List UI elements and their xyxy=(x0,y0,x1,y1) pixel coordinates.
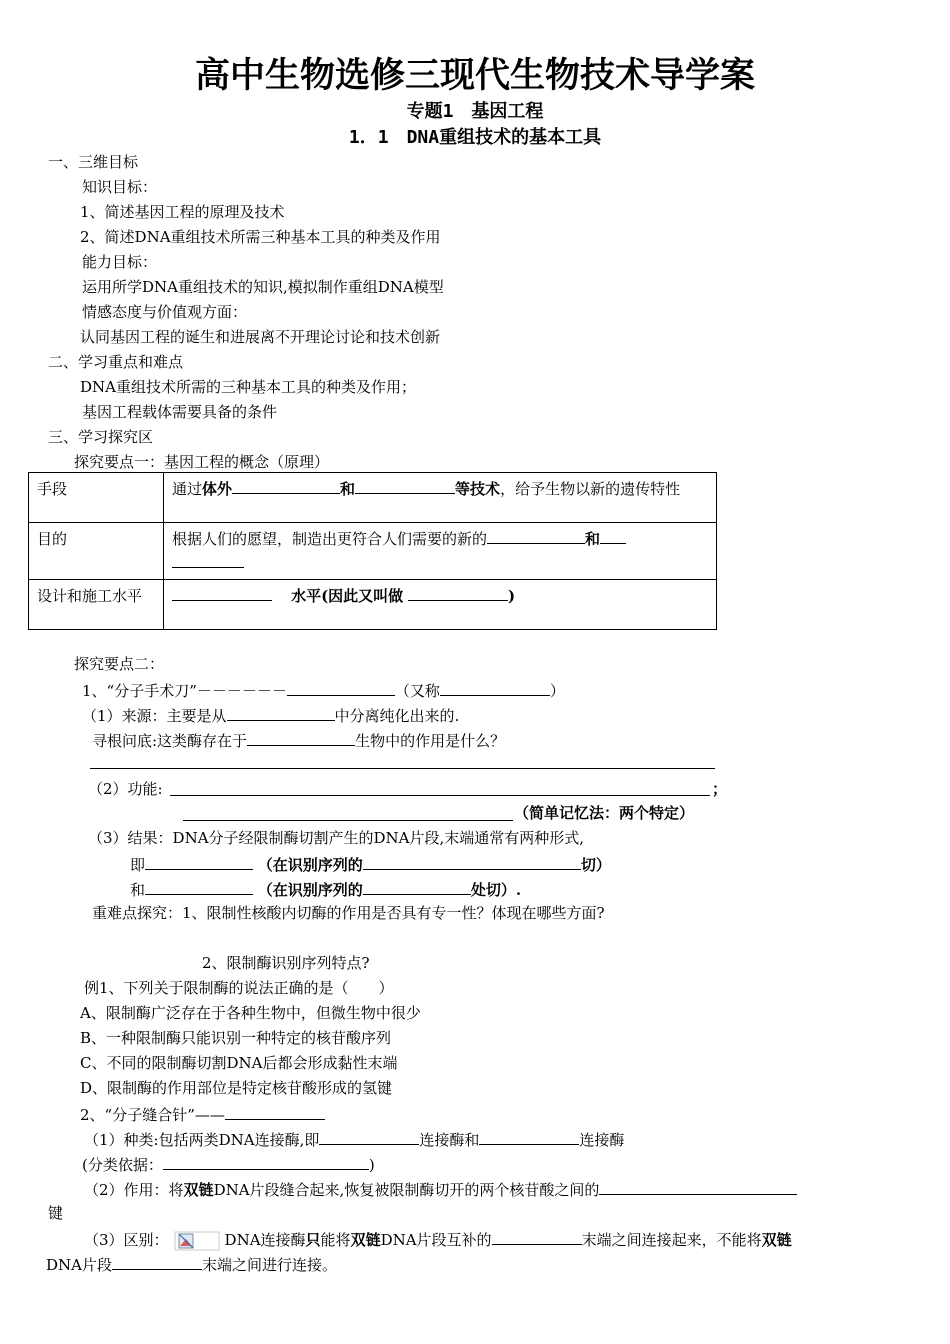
diff-text-d: 能将 xyxy=(320,1231,351,1249)
option-b: B、一种限制酶只能识别一种特定的核苷酸序列 xyxy=(80,1029,392,1047)
blank-purpose-1[interactable] xyxy=(487,527,585,544)
answer-line-function[interactable] xyxy=(170,795,710,796)
section-heading: 1．1 DNA重组技术的基本工具 xyxy=(348,127,602,148)
knowledge-item-1: 1、简述基因工程的原理及技术 xyxy=(80,203,285,221)
row-label-means: 手段 xyxy=(29,473,164,523)
blank-role[interactable] xyxy=(599,1178,797,1195)
blank-means-1[interactable] xyxy=(232,477,340,494)
diff-text-b: DNA连接酶 xyxy=(224,1231,306,1249)
kind-text-a: （1）种类:包括两类DNA连接酶,即 xyxy=(84,1131,320,1149)
blank-result-2[interactable] xyxy=(145,878,253,895)
needle-line xyxy=(80,1103,325,1125)
difference-line-2 xyxy=(46,1253,337,1275)
difficult-question-2: 2、限制酶识别序列特点? xyxy=(202,954,370,972)
ability-label: 能力目标： xyxy=(82,253,158,271)
blank-level-2[interactable] xyxy=(408,584,508,601)
blank-result-1[interactable] xyxy=(145,853,253,870)
diff-text-a: （3）区别： xyxy=(84,1231,169,1249)
blank-purpose-2b[interactable] xyxy=(172,551,244,568)
kind-line xyxy=(84,1128,624,1150)
role-line xyxy=(84,1178,797,1200)
result-line: （3）结果：DNA分子经限制酶切割产生的DNA片段,末端通常有两种形式, xyxy=(88,829,585,847)
row-label-level: 设计和施工水平 xyxy=(29,580,164,630)
concept-table xyxy=(28,472,717,630)
diff-text-c: 只 xyxy=(305,1231,321,1249)
result-ii-b: （在识别序列的 xyxy=(257,881,363,899)
memo-text: （简单记忆法：两个特定） xyxy=(514,804,695,822)
blank-purpose-2a[interactable] xyxy=(600,527,626,544)
answer-line-origin[interactable] xyxy=(90,768,715,769)
option-c: C、不同的限制酶切割DNA后都会形成黏性末端 xyxy=(80,1054,398,1072)
scissors-text: 1、“分子手术刀”－－－－－－ xyxy=(82,682,287,700)
result-type-1 xyxy=(130,853,611,875)
role-text-a: （2）作用：将 xyxy=(84,1181,184,1199)
diff-text-i-b: 末端之间进行连接。 xyxy=(201,1256,337,1274)
emotion-label: 情感态度与价值观方面： xyxy=(82,303,248,321)
blank-result-1-pos[interactable] xyxy=(363,853,581,870)
diff-text-h: 双链 xyxy=(761,1231,792,1249)
blank-diff-2[interactable] xyxy=(112,1253,202,1270)
blank-kind-1[interactable] xyxy=(319,1128,419,1145)
means-text-b: 体外 xyxy=(202,480,233,498)
row-value-means xyxy=(164,473,717,523)
blank-source[interactable] xyxy=(227,704,335,721)
difficult-question-1: 重难点探究：1、限制性核酸内切酶的作用是否具有专一性？体现在哪些方面? xyxy=(92,904,605,922)
source-line xyxy=(82,704,459,726)
kind-text-b: 连接酶和 xyxy=(419,1131,480,1149)
diff-text-g: 末端之间连接起来，不能将 xyxy=(581,1231,762,1249)
diff-text-e: 双链 xyxy=(350,1231,381,1249)
keypoint-1: DNA重组技术所需的三种基本工具的种类及作用； xyxy=(80,378,416,396)
source-text-b: 中分离纯化出来的. xyxy=(334,707,460,725)
emotion-item-1: 认同基因工程的诞生和进展离不开理论讨论和技术创新 xyxy=(80,328,441,346)
needle-text: 2、“分子缝合针”—— xyxy=(80,1106,225,1124)
explore-point-1: 探究要点一：基因工程的概念（原理） xyxy=(74,453,330,471)
keypoints-heading: 二、学习重点和难点 xyxy=(48,353,184,371)
keypoint-2: 基因工程载体需要具备的条件 xyxy=(82,403,278,421)
option-d: D、限制酶的作用部位是特定核苷酸形成的氢键 xyxy=(80,1079,393,1097)
result-ii-c: 处切）. xyxy=(470,881,522,899)
blank-result-2-pos[interactable] xyxy=(363,878,471,895)
role-text-c: DNA片段缝合起来,恢复被限制酶切开的两个核苷酸之间的 xyxy=(213,1181,600,1199)
result-i-b: （在识别序列的 xyxy=(257,856,363,874)
example-question: 例1、下列关于限制酶的说法正确的是（ ） xyxy=(84,979,394,997)
row-value-level xyxy=(164,580,717,630)
topic-heading: 专题1 基因工程 xyxy=(406,101,544,122)
level-text-b: ) xyxy=(507,587,516,605)
blank-scissors-alias[interactable] xyxy=(440,679,550,696)
broken-image-icon xyxy=(169,1231,225,1251)
blank-origin[interactable] xyxy=(247,729,355,746)
source-text-a: （1）来源：主要是从 xyxy=(82,707,227,725)
blank-diff-1[interactable] xyxy=(492,1228,582,1245)
knowledge-item-2: 2、简述DNA重组技术所需三种基本工具的种类及作用 xyxy=(80,228,441,246)
role-text-b: 双链 xyxy=(183,1181,214,1199)
ability-item-1: 运用所学DNA重组技术的知识,模拟制作重组DNA模型 xyxy=(82,278,444,296)
means-text-d: 等技术 xyxy=(455,480,501,498)
difference-line xyxy=(84,1228,792,1251)
purpose-text-b: 和 xyxy=(585,530,601,548)
explore-heading: 三、学习探究区 xyxy=(48,428,154,446)
means-text-a: 通过 xyxy=(172,480,203,498)
blank-basis[interactable] xyxy=(163,1153,369,1170)
origin-text-a: 寻根问底:这类酶存在于 xyxy=(92,732,248,750)
diff-text-f: DNA片段互补的 xyxy=(380,1231,492,1249)
result-ii-a: 和 xyxy=(130,881,146,899)
row-label-purpose: 目的 xyxy=(29,523,164,580)
function-end: ； xyxy=(712,780,728,798)
goals-heading: 一、三维目标 xyxy=(48,153,139,171)
explore-point-2: 探究要点二： xyxy=(74,655,165,673)
diff-text-i-a: DNA片段 xyxy=(46,1256,112,1274)
blank-means-2[interactable] xyxy=(355,477,455,494)
scissors-line xyxy=(82,679,565,701)
option-a: A、限制酶广泛存在于各种生物中，但微生物中很少 xyxy=(80,1004,421,1022)
role-end: 键 xyxy=(48,1204,64,1222)
blank-scissors[interactable] xyxy=(287,679,395,696)
origin-text-b: 生物中的作用是什么？ xyxy=(355,732,506,750)
kind-text-c: 连接酶 xyxy=(579,1131,625,1149)
scissors-alias-close: ） xyxy=(549,682,565,700)
means-text-e: ，给予生物以新的遗传特性 xyxy=(500,480,681,498)
blank-kind-2[interactable] xyxy=(479,1128,579,1145)
basis-line xyxy=(82,1153,375,1175)
result-i-a: 即 xyxy=(130,856,146,874)
level-text-a: 水平(因此又叫做 xyxy=(291,587,404,605)
means-text-c: 和 xyxy=(340,480,356,498)
purpose-text-a: 根据人们的愿望，制造出更符合人们需要的新的 xyxy=(172,530,488,548)
function-label: （2）功能: xyxy=(88,780,163,798)
result-i-c: 切） xyxy=(580,856,611,874)
row-value-purpose xyxy=(164,523,717,580)
blank-needle[interactable] xyxy=(225,1103,325,1120)
scissors-alias-open: （又称 xyxy=(394,682,440,700)
origin-line xyxy=(92,729,505,751)
page-title: 高中生物选修三现代生物技术导学案 xyxy=(194,56,755,96)
basis-text-a: (分类依据： xyxy=(82,1156,163,1174)
result-type-2 xyxy=(130,878,521,900)
answer-line-function-2[interactable] xyxy=(183,820,513,821)
knowledge-label: 知识目标： xyxy=(82,178,158,196)
blank-level-1[interactable] xyxy=(172,584,272,601)
basis-text-b: ) xyxy=(368,1156,375,1174)
